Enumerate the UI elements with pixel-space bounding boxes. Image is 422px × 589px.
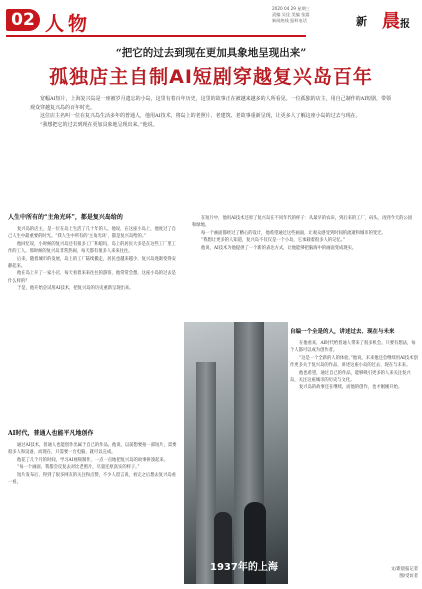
body-paragraph: 在短片中，他用AI技术还原了复兴岛在不同年代的样子：从最早的农田，到后来的工厂、码头，再到今天的公园和绿地。 (192, 216, 413, 229)
body-paragraph: 后来，随着城市的发展，岛上的工厂陆续搬走，居民也越来越少，复兴岛逐渐变得安静起来。 (8, 256, 176, 270)
issue-date: 2020 04 29 星期三 (272, 6, 310, 11)
body-paragraph: 通过AI技术，普通人也能创作出属于自己的作品。他说，以前想要拍一部短片，需要很多人和设备，而现在，只需要一台电脑，就可以完成。 (8, 443, 177, 456)
newspaper-logo (356, 7, 416, 33)
issue-hotline: 新闻热线 报料电话 (272, 18, 307, 23)
left-column-1 (8, 226, 180, 424)
logo-char-1: 新 (356, 15, 367, 28)
article-title: 孤独店主自制AI短剧穿越复兴岛百年 (49, 66, 373, 88)
body-paragraph: “这是一个全新的人的体验。”他说，未来他还会继续用AI技术创作更多关于复兴岛的作品，讲述这座小岛的过去、现在与未来。 (290, 355, 418, 369)
body-paragraph: 每一个画面都经过了精心的设计，他希望通过这些画面，让观众感受到时间的流逝和城市的变迁。 (201, 230, 386, 236)
body-paragraph: 短片发布后，得到了很多网友的关注和点赞，不少人留言说，看完之后想去复兴岛看一看。 (8, 472, 176, 486)
photo-tower-2 (196, 362, 216, 584)
body-paragraph: 他回忆说，小时候的复兴岛还有很多工厂和船坞，岛上的居民大多是在这些工厂里工作的工人。那时候的复兴岛非常热闹，每天都有很多人来来往往。 (8, 241, 176, 255)
subhead-3: 自编一个全是的人，讲述过去、现在与未来 (290, 329, 395, 335)
body-paragraph: “每一个画面，我都会反复去对比老照片，尽量还原真实的样子。” (17, 465, 140, 471)
byline-writer: 文/新晨报记者 (390, 567, 418, 572)
left-column-2 (8, 442, 180, 584)
body-paragraph: “我想让更多的人知道，复兴岛不仅仅是一个小岛，它承载着很多人的记忆。” (201, 238, 346, 244)
section-title: 人物 (45, 13, 92, 35)
lead-paragraph: 这位店主名叫一位在复兴岛生活多年的普通人，他用AI技术，将岛上的老照片、老建筑、老故事重新呈现，让更多人了解这座小岛的过去与现在。 (40, 113, 361, 120)
issue-meta (272, 6, 354, 24)
body-paragraph: 于是，他开始尝试用AI技术，把复兴岛的历史重新呈现出来。 (17, 286, 134, 292)
body-paragraph: 复兴岛的故事还在继续，而他的创作，也才刚刚开始。 (299, 385, 403, 391)
body-paragraph: 他说，AI技术为他提供了一个新的表达方式，让他能够把脑海中的画面变成现实。 (201, 245, 357, 251)
photo-caption-year: 1937年的上海 (210, 562, 278, 573)
body-paragraph: 复兴岛的店主，是一位在岛上生活了几十年的人。他说，在这座小岛上，他度过了自己人生中最重要的时光。“我人生中所有的‘主角光环’，都是复兴岛给的。” (8, 227, 176, 240)
right-column-bottom (290, 340, 418, 562)
right-column-top (192, 215, 416, 325)
lead-paragraph: “我想把它的过去到现在更加具象地呈现出来。”他说。 (40, 121, 158, 128)
body-paragraph: 他在岛上开了一家小店，每天看着来来往往的游客，他常常会想，这座小岛的过去是什么样的？ (8, 271, 176, 284)
photo-person (214, 512, 232, 584)
article-subtitle: “把它的过去到现在更加具象地呈现出来” (115, 47, 307, 59)
issue-editors: 责编 吴佳 美编 张露 (272, 12, 310, 17)
subhead-1: 人生中所有的“主角光环”，都是复兴岛给的 (8, 214, 123, 221)
feature-photo (184, 322, 288, 584)
section-number: 02 (6, 9, 40, 31)
body-paragraph: 他花了几个月的时间，学习AI视频制作，一点一点地把复兴岛的故事拼凑起来。 (17, 457, 168, 463)
page-header (0, 0, 422, 40)
lead-paragraph: 宽幅AI短片，上海复兴岛是一座被岁月遗忘的小岛，这里有着百年历史，这里的故事正在被越来越多的人所看见。一位孤独的店主，用自己制作的AI短剧，带领观众穿越复兴岛的百年时光。 (30, 96, 392, 111)
subhead-2: AI时代，普通人也能平凡地创作 (8, 430, 94, 437)
body-paragraph: 他也希望，通过自己的作品，能够吸引更多的人来关注复兴岛，关注这座城市的历史与文化。 (290, 370, 411, 384)
body-paragraph: 在他看来，AI时代给普通人带来了很多机会。只要有想法，每个人都可以成为创作者。 (290, 341, 416, 354)
header-rule (6, 35, 306, 37)
byline-photo: 图/受访者 (399, 574, 418, 579)
byline (360, 566, 418, 580)
logo-char-2: 晨 (382, 11, 400, 32)
logo-char-3: 报 (400, 19, 410, 30)
lead-section (30, 95, 392, 205)
